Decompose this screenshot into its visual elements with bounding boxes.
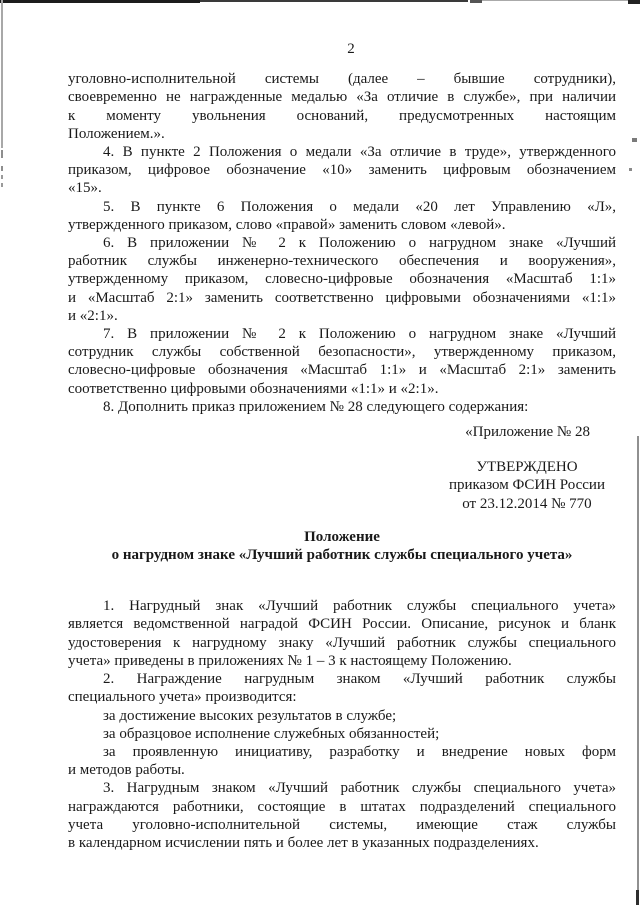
paragraph: [68, 707, 616, 725]
text-line: за проявленную инициативу, разработку и внедрение новых форм: [103, 743, 616, 760]
approval-block: [449, 458, 605, 513]
document-content: [68, 40, 616, 852]
paragraph: [68, 725, 616, 743]
text-line: УТВЕРЖДЕНО: [476, 459, 578, 476]
text-line: Положение: [304, 528, 380, 545]
text-line: 2. Награждение нагрудным знаком «Лучший работник службы: [103, 671, 616, 688]
scan-artifact-left-dash: [1, 183, 3, 187]
text-line: «15».: [68, 180, 102, 197]
scan-artifact-right-tip: [636, 890, 639, 905]
text-line: работник службы инженерно-технического обеспечения и вооружения»,: [68, 253, 616, 270]
text-line: 5. В пункте 6 Положения о медали «20 лет Управлению «Л»,: [103, 198, 616, 215]
scan-artifact-right-line: [637, 436, 639, 905]
text-line: учета» приведены в приложениях № 1 – 3 к настоящему Положению.: [68, 652, 512, 669]
text-line: за образцовое исполнение служебных обязанностей;: [103, 725, 440, 742]
text-line: и «Масштаб 2:1» заменить соответственно цифровыми обозначениями «1:1»: [68, 289, 616, 306]
paragraph: [68, 398, 616, 416]
text-line: к моменту увольнения оснований, предусмотренных настоящим: [68, 107, 616, 124]
text-line: 1. Нагрудный знак «Лучший работник службы специального учета»: [103, 598, 616, 615]
regulation-title: [68, 528, 616, 564]
paragraph: [68, 143, 616, 198]
text-line: удостоверения к нагрудному знаку «Лучший работник службы специального: [68, 634, 616, 651]
scan-artifact-speck: [632, 138, 637, 142]
text-line: 8. Дополнить приказ приложением № 28 следующего содержания:: [103, 398, 529, 415]
text-line: от 23.12.2014 № 770: [462, 495, 592, 512]
text-line: Положением.».: [68, 125, 165, 142]
paragraph: [68, 597, 616, 670]
text-line: за достижение высоких результатов в службе;: [103, 707, 397, 724]
paragraph: [68, 325, 616, 398]
paragraph: [68, 670, 616, 706]
text-line: приказом ФСИН России: [448, 477, 605, 494]
text-line: 6. В приложении № 2 к Положению о нагрудном знаке «Лучший: [103, 235, 616, 252]
text-line: приказом, цифровое обозначение «10» заменить цифровым обозначением: [68, 162, 616, 179]
scan-artifact-top-speck: [628, 0, 640, 4]
text-line: учета уголовно-исполнительной системы, имеющие стаж службы: [68, 816, 616, 833]
scan-artifact-left-dash: [1, 166, 3, 171]
paragraph: [68, 198, 616, 234]
paragraph: [68, 779, 616, 852]
scan-artifact-top-speck: [470, 0, 482, 3]
regulation-body-section: [68, 597, 616, 852]
text-line: и методов работы.: [68, 762, 185, 779]
text-line: 3. Нагрудным знаком «Лучший работник службы специального учета»: [103, 780, 616, 797]
text-line: утвержденному приказом, словесно-цифровые обозначения «Масштаб 1:1»: [68, 271, 616, 288]
scan-artifact-top-line: [482, 0, 628, 1]
paragraph: [68, 234, 616, 325]
scan-artifact-top-line: [200, 0, 468, 2]
text-line: 7. В приложении № 2 к Положению о нагрудном знаке «Лучший: [103, 326, 616, 343]
text-line: утвержденного приказом, слово «правой» заменить словом «левой».: [68, 216, 506, 233]
text-line: словесно-цифровые обозначения «Масштаб 1:1» и «Масштаб 2:1» заменить: [68, 362, 616, 379]
order-amendments-section: [68, 70, 616, 416]
scan-artifact-top-line: [0, 0, 200, 3]
text-line: своевременно не награжденные медалью «За отличие в службе», при наличии: [68, 89, 616, 106]
text-line: уголовно-исполнительной системы (далее – бывшие сотрудники),: [68, 71, 616, 88]
scan-artifact-left-dash: [1, 150, 3, 158]
text-line: является ведомственной наградой ФСИН России. Описание, рисунок и бланк: [68, 616, 616, 633]
scan-artifact-left-line: [1, 0, 3, 148]
appendix-label: «Приложение № 28: [465, 424, 590, 441]
text-line: о нагрудном знаке «Лучший работник службы специального учета»: [111, 547, 573, 564]
scan-artifact-left-dash: [1, 175, 3, 179]
text-line: 4. В пункте 2 Положения о медали «За отличие в труде», утвержденного: [103, 144, 616, 161]
scan-artifact-speck: [629, 168, 632, 171]
text-line: награждаются работники, состоящие в штатах подразделений специального: [68, 798, 616, 815]
approval-block-wrap: [68, 458, 616, 513]
text-line: соответственно цифровыми обозначениями «1:1» и «2:1».: [68, 380, 439, 397]
text-line: специального учета» производится:: [68, 689, 297, 706]
paragraph: [68, 70, 616, 143]
text-line: в календарном исчислении пять и более лет в указанных подразделениях.: [68, 834, 539, 851]
text-line: и «2:1».: [68, 307, 118, 324]
paragraph: [68, 743, 616, 779]
text-line: сотрудник службы собственной безопасности», утвержденному приказом,: [68, 344, 616, 361]
page-number: 2: [347, 41, 355, 57]
